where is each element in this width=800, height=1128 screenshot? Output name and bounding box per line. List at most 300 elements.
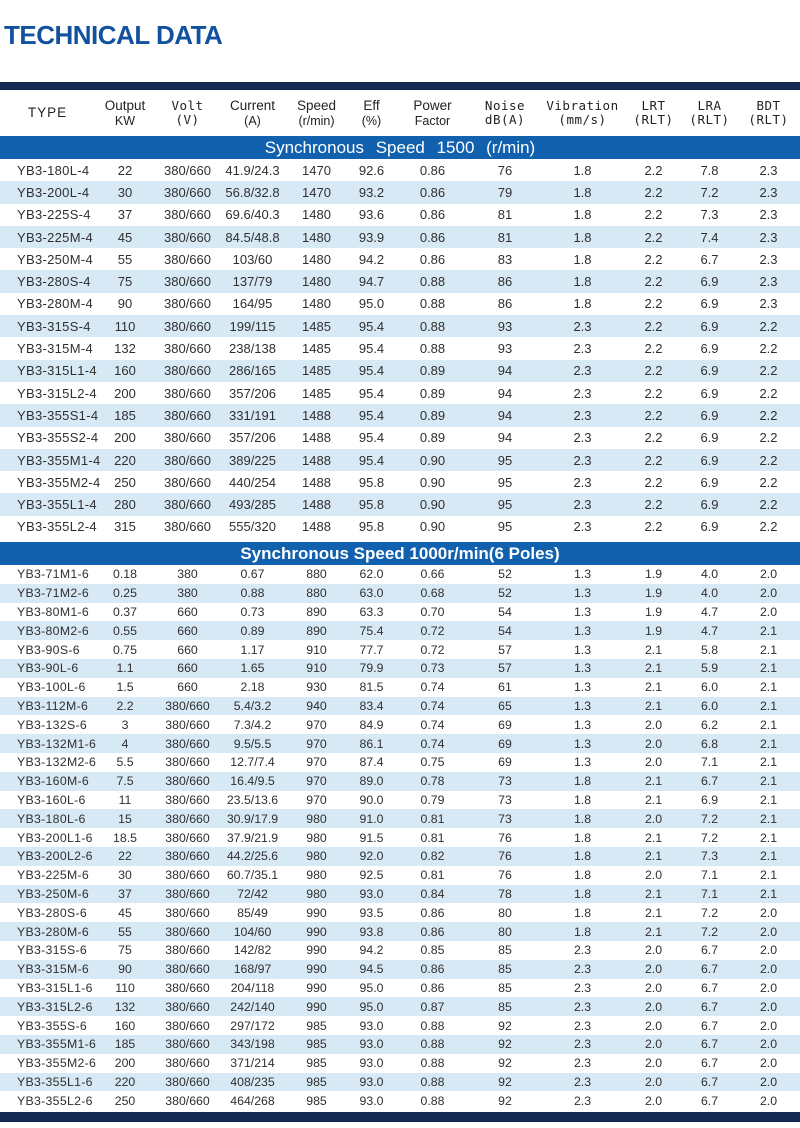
- cell-type: YB3-180L-4: [17, 162, 90, 178]
- cell-power-factor: 0.86: [419, 229, 446, 245]
- cell-type: YB3-280S-4: [17, 274, 91, 290]
- cell-current: 0.73: [240, 605, 265, 620]
- cell-power-factor: 0.88: [419, 341, 446, 357]
- cell-bdt: 2.3: [759, 162, 778, 178]
- cell-bdt: 2.3: [759, 184, 778, 200]
- cell-lrt: 2.2: [644, 296, 663, 312]
- cell-type: YB3-280M-4: [17, 296, 93, 312]
- cell-eff: 92.5: [359, 868, 384, 883]
- cell-bdt: 2.0: [759, 605, 778, 620]
- cell-power-factor: 0.88: [419, 274, 446, 290]
- table-row: [0, 715, 800, 734]
- cell-lra: 5.9: [700, 661, 719, 676]
- cell-lra: 6.7: [700, 943, 719, 958]
- cell-noise: 69: [498, 717, 512, 732]
- cell-volt: 380/660: [164, 184, 211, 200]
- cell-speed: 990: [306, 980, 327, 995]
- cell-speed: 1470: [302, 184, 331, 200]
- cell-power-factor: 0.89: [419, 385, 446, 401]
- cell-noise: 85: [498, 962, 512, 977]
- cell-vibration: 2.3: [573, 999, 592, 1014]
- column-header-eff: [348, 90, 395, 136]
- cell-noise: 85: [498, 943, 512, 958]
- cell-noise: 81: [497, 229, 513, 245]
- cell-lrt: 2.0: [644, 1093, 663, 1108]
- cell-lra: 6.9: [700, 274, 719, 290]
- cell-power-factor: 0.89: [419, 430, 446, 446]
- cell-speed: 985: [306, 1093, 327, 1108]
- cell-volt: 380/660: [165, 699, 210, 714]
- column-header-volt: [155, 90, 220, 136]
- cell-vibration: 1.8: [573, 162, 592, 178]
- column-header-line1: LRT: [641, 97, 666, 113]
- cell-bdt: 2.0: [759, 943, 778, 958]
- cell-noise: 94: [497, 385, 513, 401]
- cell-power-factor: 0.66: [420, 567, 445, 582]
- cell-lrt: 2.1: [644, 680, 663, 695]
- cell-lrt: 2.2: [644, 474, 663, 490]
- cell-lra: 7.2: [700, 811, 719, 826]
- cell-lra: 6.2: [700, 717, 719, 732]
- cell-power-factor: 0.86: [420, 924, 445, 939]
- cell-speed: 880: [306, 586, 327, 601]
- cell-vibration: 2.3: [573, 1093, 592, 1108]
- cell-bdt: 2.0: [759, 962, 778, 977]
- cell-eff: 93.0: [359, 1056, 384, 1071]
- section-title: Synchronous Speed 1000r/min(6 Poles): [0, 542, 800, 565]
- cell-eff: 93.8: [359, 924, 384, 939]
- table-row: [0, 337, 800, 359]
- cell-current: 142/82: [233, 943, 272, 958]
- cell-current: 286/165: [229, 363, 276, 379]
- cell-noise: 76: [498, 830, 512, 845]
- cell-speed: 1480: [302, 296, 331, 312]
- cell-vibration: 2.3: [573, 1056, 592, 1071]
- cell-output-kw: 22: [118, 849, 132, 864]
- cell-volt: 380/660: [165, 830, 210, 845]
- table-row: [0, 181, 800, 203]
- cell-power-factor: 0.86: [419, 251, 446, 267]
- cell-type: YB3-90L-6: [17, 661, 79, 676]
- cell-power-factor: 0.88: [420, 1056, 445, 1071]
- cell-vibration: 1.3: [573, 717, 592, 732]
- cell-type: YB3-355L1-6: [17, 1074, 93, 1089]
- cell-vibration: 1.8: [573, 868, 592, 883]
- cell-eff: 93.0: [359, 1093, 384, 1108]
- column-header-line1: Speed: [296, 98, 337, 114]
- cell-output-kw: 0.18: [113, 567, 137, 582]
- cell-lrt: 1.9: [644, 623, 663, 638]
- cell-vibration: 2.3: [573, 1037, 592, 1052]
- cell-lrt: 2.0: [644, 1018, 663, 1033]
- column-header-lrt: [625, 90, 682, 136]
- cell-speed: 1485: [302, 341, 331, 357]
- cell-lrt: 2.2: [644, 430, 663, 446]
- cell-noise: 92: [498, 1037, 512, 1052]
- cell-power-factor: 0.78: [420, 774, 445, 789]
- cell-output-kw: 18.5: [113, 830, 137, 845]
- cell-lrt: 2.2: [644, 519, 663, 535]
- column-header-speed: [285, 90, 348, 136]
- table-row: [0, 866, 800, 885]
- cell-current: 0.88: [240, 586, 265, 601]
- cell-speed: 980: [306, 886, 327, 901]
- cell-type: YB3-355M1-6: [17, 1037, 97, 1052]
- cell-lrt: 2.0: [644, 717, 663, 732]
- cell-output-kw: 200: [114, 385, 136, 401]
- cell-lrt: 2.2: [644, 207, 663, 223]
- cell-type: YB3-280M-6: [17, 924, 90, 939]
- cell-lrt: 2.2: [644, 229, 663, 245]
- cell-power-factor: 0.86: [420, 962, 445, 977]
- cell-output-kw: 45: [117, 229, 133, 245]
- cell-lrt: 2.2: [644, 251, 663, 267]
- cell-vibration: 1.3: [573, 661, 592, 676]
- cell-vibration: 1.3: [573, 680, 592, 695]
- cell-noise: 69: [498, 736, 512, 751]
- cell-bdt: 2.1: [759, 830, 778, 845]
- cell-vibration: 2.3: [573, 980, 592, 995]
- cell-type: YB3-225S-4: [17, 207, 91, 223]
- cell-type: YB3-250M-4: [17, 251, 93, 267]
- cell-bdt: 2.2: [759, 497, 778, 513]
- cell-lrt: 2.2: [644, 385, 663, 401]
- cell-bdt: 2.2: [759, 430, 778, 446]
- cell-power-factor: 0.88: [420, 1018, 445, 1033]
- column-header-line1: Noise: [484, 97, 526, 113]
- cell-bdt: 2.1: [759, 642, 778, 657]
- cell-power-factor: 0.84: [420, 886, 445, 901]
- cell-eff: 95.0: [359, 980, 384, 995]
- cell-lra: 7.2: [700, 905, 719, 920]
- cell-eff: 94.2: [358, 251, 385, 267]
- cell-lra: 7.8: [700, 162, 719, 178]
- cell-type: YB3-315L2-4: [17, 385, 97, 401]
- cell-volt: 380/660: [164, 519, 211, 535]
- cell-volt: 660: [177, 661, 198, 676]
- cell-vibration: 2.3: [573, 318, 592, 334]
- technical-data-table: [0, 82, 800, 1122]
- cell-bdt: 2.0: [759, 1093, 778, 1108]
- cell-current: 242/140: [230, 999, 275, 1014]
- cell-power-factor: 0.85: [420, 943, 445, 958]
- cell-power-factor: 0.81: [420, 830, 445, 845]
- cell-type: YB3-315S-6: [17, 943, 87, 958]
- cell-output-kw: 7.5: [116, 774, 134, 789]
- cell-power-factor: 0.89: [419, 363, 446, 379]
- column-header-line2: (A): [244, 113, 261, 128]
- cell-lra: 6.9: [700, 363, 719, 379]
- column-header-line2: KW: [114, 113, 136, 128]
- cell-type: YB3-355S1-4: [17, 407, 99, 423]
- cell-lrt: 2.0: [644, 1037, 663, 1052]
- column-header-line1: TYPE: [27, 105, 68, 121]
- cell-eff: 77.7: [359, 642, 384, 657]
- cell-noise: 57: [498, 642, 512, 657]
- cell-vibration: 2.3: [573, 497, 592, 513]
- cell-vibration: 2.3: [573, 943, 592, 958]
- cell-eff: 95.8: [358, 519, 385, 535]
- cell-volt: 380/660: [165, 793, 210, 807]
- cell-type: YB3-112M-6: [17, 699, 89, 714]
- cell-vibration: 1.3: [573, 605, 592, 620]
- cell-bdt: 2.1: [759, 680, 778, 695]
- cell-eff: 90.0: [359, 793, 384, 807]
- cell-eff: 93.5: [359, 905, 384, 920]
- cell-bdt: 2.0: [759, 1018, 778, 1033]
- cell-noise: 80: [498, 905, 512, 920]
- cell-output-kw: 37: [118, 886, 132, 901]
- cell-type: YB3-355L1-4: [17, 497, 97, 513]
- column-header-line2: (r/min): [298, 113, 335, 128]
- cell-noise: 52: [498, 567, 512, 582]
- cell-power-factor: 0.86: [419, 207, 446, 223]
- cell-lrt: 2.0: [644, 999, 663, 1014]
- cell-speed: 1488: [302, 474, 331, 490]
- cell-output-kw: 11: [118, 793, 132, 807]
- cell-volt: 380/660: [164, 341, 211, 357]
- cell-lrt: 2.1: [644, 699, 663, 714]
- cell-power-factor: 0.74: [420, 699, 445, 714]
- cell-output-kw: 280: [114, 497, 136, 513]
- cell-type: YB3-355M2-6: [17, 1056, 97, 1071]
- column-header-noise: [470, 90, 540, 136]
- cell-lra: 7.2: [700, 924, 719, 939]
- cell-noise: 95: [497, 519, 513, 535]
- cell-noise: 76: [497, 162, 513, 178]
- table-row: [0, 678, 800, 697]
- cell-eff: 83.4: [359, 699, 384, 714]
- cell-speed: 985: [306, 1074, 327, 1089]
- cell-speed: 990: [306, 924, 327, 939]
- cell-eff: 63.3: [359, 605, 384, 620]
- column-header-line1: Vibration: [546, 97, 619, 113]
- cell-lra: 7.2: [700, 830, 719, 845]
- cell-output-kw: 185: [114, 1037, 136, 1052]
- column-header-line1: BDT: [756, 97, 781, 113]
- cell-eff: 91.0: [359, 811, 384, 826]
- column-header-line1: Power: [413, 98, 452, 114]
- table-row: [0, 997, 800, 1016]
- cell-lrt: 1.9: [644, 605, 663, 620]
- cell-output-kw: 200: [114, 1056, 136, 1071]
- cell-lrt: 2.2: [644, 318, 663, 334]
- cell-vibration: 2.3: [573, 1018, 592, 1033]
- cell-speed: 1488: [302, 430, 331, 446]
- cell-output-kw: 250: [114, 474, 136, 490]
- cell-vibration: 2.3: [573, 1074, 592, 1089]
- cell-current: 1.17: [240, 642, 265, 657]
- column-header-line1: Eff: [363, 98, 380, 114]
- cell-noise: 61: [498, 680, 512, 695]
- cell-eff: 95.0: [358, 296, 385, 312]
- cell-type: YB3-315M-4: [17, 341, 93, 357]
- cell-output-kw: 1.1: [116, 661, 134, 676]
- cell-speed: 890: [306, 623, 327, 638]
- cell-lrt: 2.2: [644, 274, 663, 290]
- table-row: [0, 791, 800, 810]
- cell-speed: 970: [306, 774, 327, 789]
- table-row: [0, 584, 800, 603]
- cell-lra: 6.7: [700, 1056, 719, 1071]
- cell-eff: 84.9: [359, 717, 384, 732]
- cell-power-factor: 0.89: [419, 407, 446, 423]
- table-row: [0, 621, 800, 640]
- cell-type: YB3-225M-4: [17, 229, 93, 245]
- cell-speed: 910: [306, 661, 327, 676]
- cell-eff: 93.2: [358, 184, 385, 200]
- cell-bdt: 2.2: [759, 519, 778, 535]
- cell-volt: 380/660: [164, 318, 211, 334]
- cell-vibration: 2.3: [573, 474, 592, 490]
- cell-bdt: 2.1: [759, 736, 778, 751]
- cell-lra: 7.1: [700, 868, 719, 883]
- cell-output-kw: 37: [117, 207, 133, 223]
- cell-vibration: 1.3: [573, 736, 592, 751]
- cell-noise: 69: [498, 755, 512, 770]
- column-header-type: [0, 90, 95, 136]
- cell-power-factor: 0.75: [420, 755, 445, 770]
- cell-type: YB3-355S2-4: [17, 430, 99, 446]
- cell-power-factor: 0.88: [420, 1093, 445, 1108]
- cell-eff: 95.8: [358, 474, 385, 490]
- cell-noise: 76: [498, 849, 512, 864]
- table-row: [0, 226, 800, 248]
- cell-type: YB3-80M1-6: [17, 605, 90, 620]
- column-header-line2: (RLT): [748, 112, 789, 127]
- cell-lra: 5.8: [700, 642, 719, 657]
- table-row: [0, 516, 800, 538]
- cell-bdt: 2.2: [759, 363, 778, 379]
- cell-output-kw: 0.37: [113, 605, 137, 620]
- cell-current: 23.5/13.6: [226, 793, 279, 807]
- cell-vibration: 1.3: [573, 623, 592, 638]
- cell-noise: 76: [498, 868, 512, 883]
- cell-bdt: 2.3: [759, 296, 778, 312]
- table-row: [0, 1035, 800, 1054]
- table-row: [0, 603, 800, 622]
- cell-noise: 79: [497, 184, 513, 200]
- cell-current: 37.9/21.9: [226, 830, 279, 845]
- cell-speed: 1480: [302, 229, 331, 245]
- cell-type: YB3-315M-6: [17, 962, 90, 977]
- cell-current: 1.65: [240, 661, 265, 676]
- cell-noise: 92: [498, 1018, 512, 1033]
- cell-speed: 1485: [302, 363, 331, 379]
- cell-noise: 80: [498, 924, 512, 939]
- cell-volt: 660: [177, 605, 198, 620]
- cell-vibration: 1.8: [573, 274, 592, 290]
- column-header-line2: dB(A): [484, 112, 526, 127]
- cell-bdt: 2.0: [759, 586, 778, 601]
- cell-eff: 95.4: [358, 452, 385, 468]
- cell-current: 84.5/48.8: [225, 229, 280, 245]
- cell-vibration: 2.3: [573, 363, 592, 379]
- cell-lrt: 2.1: [644, 849, 663, 864]
- cell-eff: 63.0: [359, 586, 384, 601]
- cell-lrt: 2.2: [644, 363, 663, 379]
- cell-lrt: 2.0: [644, 943, 663, 958]
- cell-vibration: 1.8: [573, 905, 592, 920]
- cell-bdt: 2.2: [759, 407, 778, 423]
- cell-bdt: 2.0: [759, 1074, 778, 1089]
- table-row: [0, 903, 800, 922]
- table-row: [0, 315, 800, 337]
- cell-bdt: 2.1: [759, 623, 778, 638]
- column-header-line1: LRA: [697, 97, 722, 113]
- cell-current: 30.9/17.9: [226, 811, 279, 826]
- cell-volt: 380/660: [164, 274, 211, 290]
- cell-type: YB3-160M-6: [17, 774, 90, 789]
- cell-volt: 380/660: [165, 886, 210, 901]
- table-row: [0, 293, 800, 315]
- cell-eff: 93.6: [358, 207, 385, 223]
- cell-output-kw: 55: [118, 924, 132, 939]
- cell-output-kw: 22: [117, 162, 133, 178]
- column-header-line1: Current: [229, 98, 275, 114]
- cell-type: YB3-355M1-4: [17, 452, 101, 468]
- column-header-line1: Output: [104, 98, 146, 114]
- cell-type: YB3-71M2-6: [17, 586, 90, 601]
- cell-current: 408/235: [230, 1074, 275, 1089]
- table-row: [0, 922, 800, 941]
- cell-lra: 4.0: [700, 567, 719, 582]
- cell-lra: 7.3: [700, 849, 719, 864]
- cell-eff: 95.0: [359, 999, 384, 1014]
- table-header-row: [0, 90, 800, 136]
- cell-noise: 94: [497, 430, 513, 446]
- table-row: [0, 404, 800, 426]
- cell-lrt: 2.0: [644, 755, 663, 770]
- cell-lra: 7.1: [700, 886, 719, 901]
- cell-bdt: 2.3: [759, 274, 778, 290]
- cell-eff: 93.0: [359, 1074, 384, 1089]
- cell-power-factor: 0.86: [419, 184, 446, 200]
- cell-type: YB3-315L1-6: [17, 980, 93, 995]
- cell-volt: 380/660: [164, 430, 211, 446]
- cell-eff: 95.8: [358, 497, 385, 513]
- cell-current: 72/42: [237, 886, 268, 901]
- cell-volt: 380/660: [165, 774, 210, 789]
- cell-output-kw: 110: [115, 980, 135, 995]
- cell-type: YB3-315S-4: [17, 318, 91, 334]
- cell-eff: 95.4: [358, 341, 385, 357]
- cell-volt: 380/660: [165, 717, 210, 732]
- cell-eff: 93.9: [358, 229, 385, 245]
- cell-volt: 660: [177, 642, 198, 657]
- cell-lrt: 2.1: [644, 661, 663, 676]
- cell-volt: 380/660: [165, 943, 210, 958]
- cell-power-factor: 0.86: [420, 980, 445, 995]
- cell-bdt: 2.1: [759, 717, 778, 732]
- cell-bdt: 2.0: [759, 567, 778, 582]
- table-row: [0, 159, 800, 181]
- cell-noise: 94: [497, 407, 513, 423]
- cell-type: YB3-355M2-4: [17, 474, 101, 490]
- cell-volt: 380/660: [164, 385, 211, 401]
- cell-bdt: 2.0: [759, 999, 778, 1014]
- table-row: [0, 1054, 800, 1073]
- cell-lra: 6.7: [700, 1093, 719, 1108]
- cell-volt: 380/660: [164, 207, 211, 223]
- cell-lra: 6.9: [700, 430, 719, 446]
- cell-speed: 980: [306, 830, 327, 845]
- cell-current: 16.4/9.5: [230, 774, 275, 789]
- cell-lra: 4.7: [700, 623, 719, 638]
- cell-output-kw: 160: [114, 363, 136, 379]
- cell-vibration: 2.3: [573, 962, 592, 977]
- cell-speed: 890: [306, 605, 327, 620]
